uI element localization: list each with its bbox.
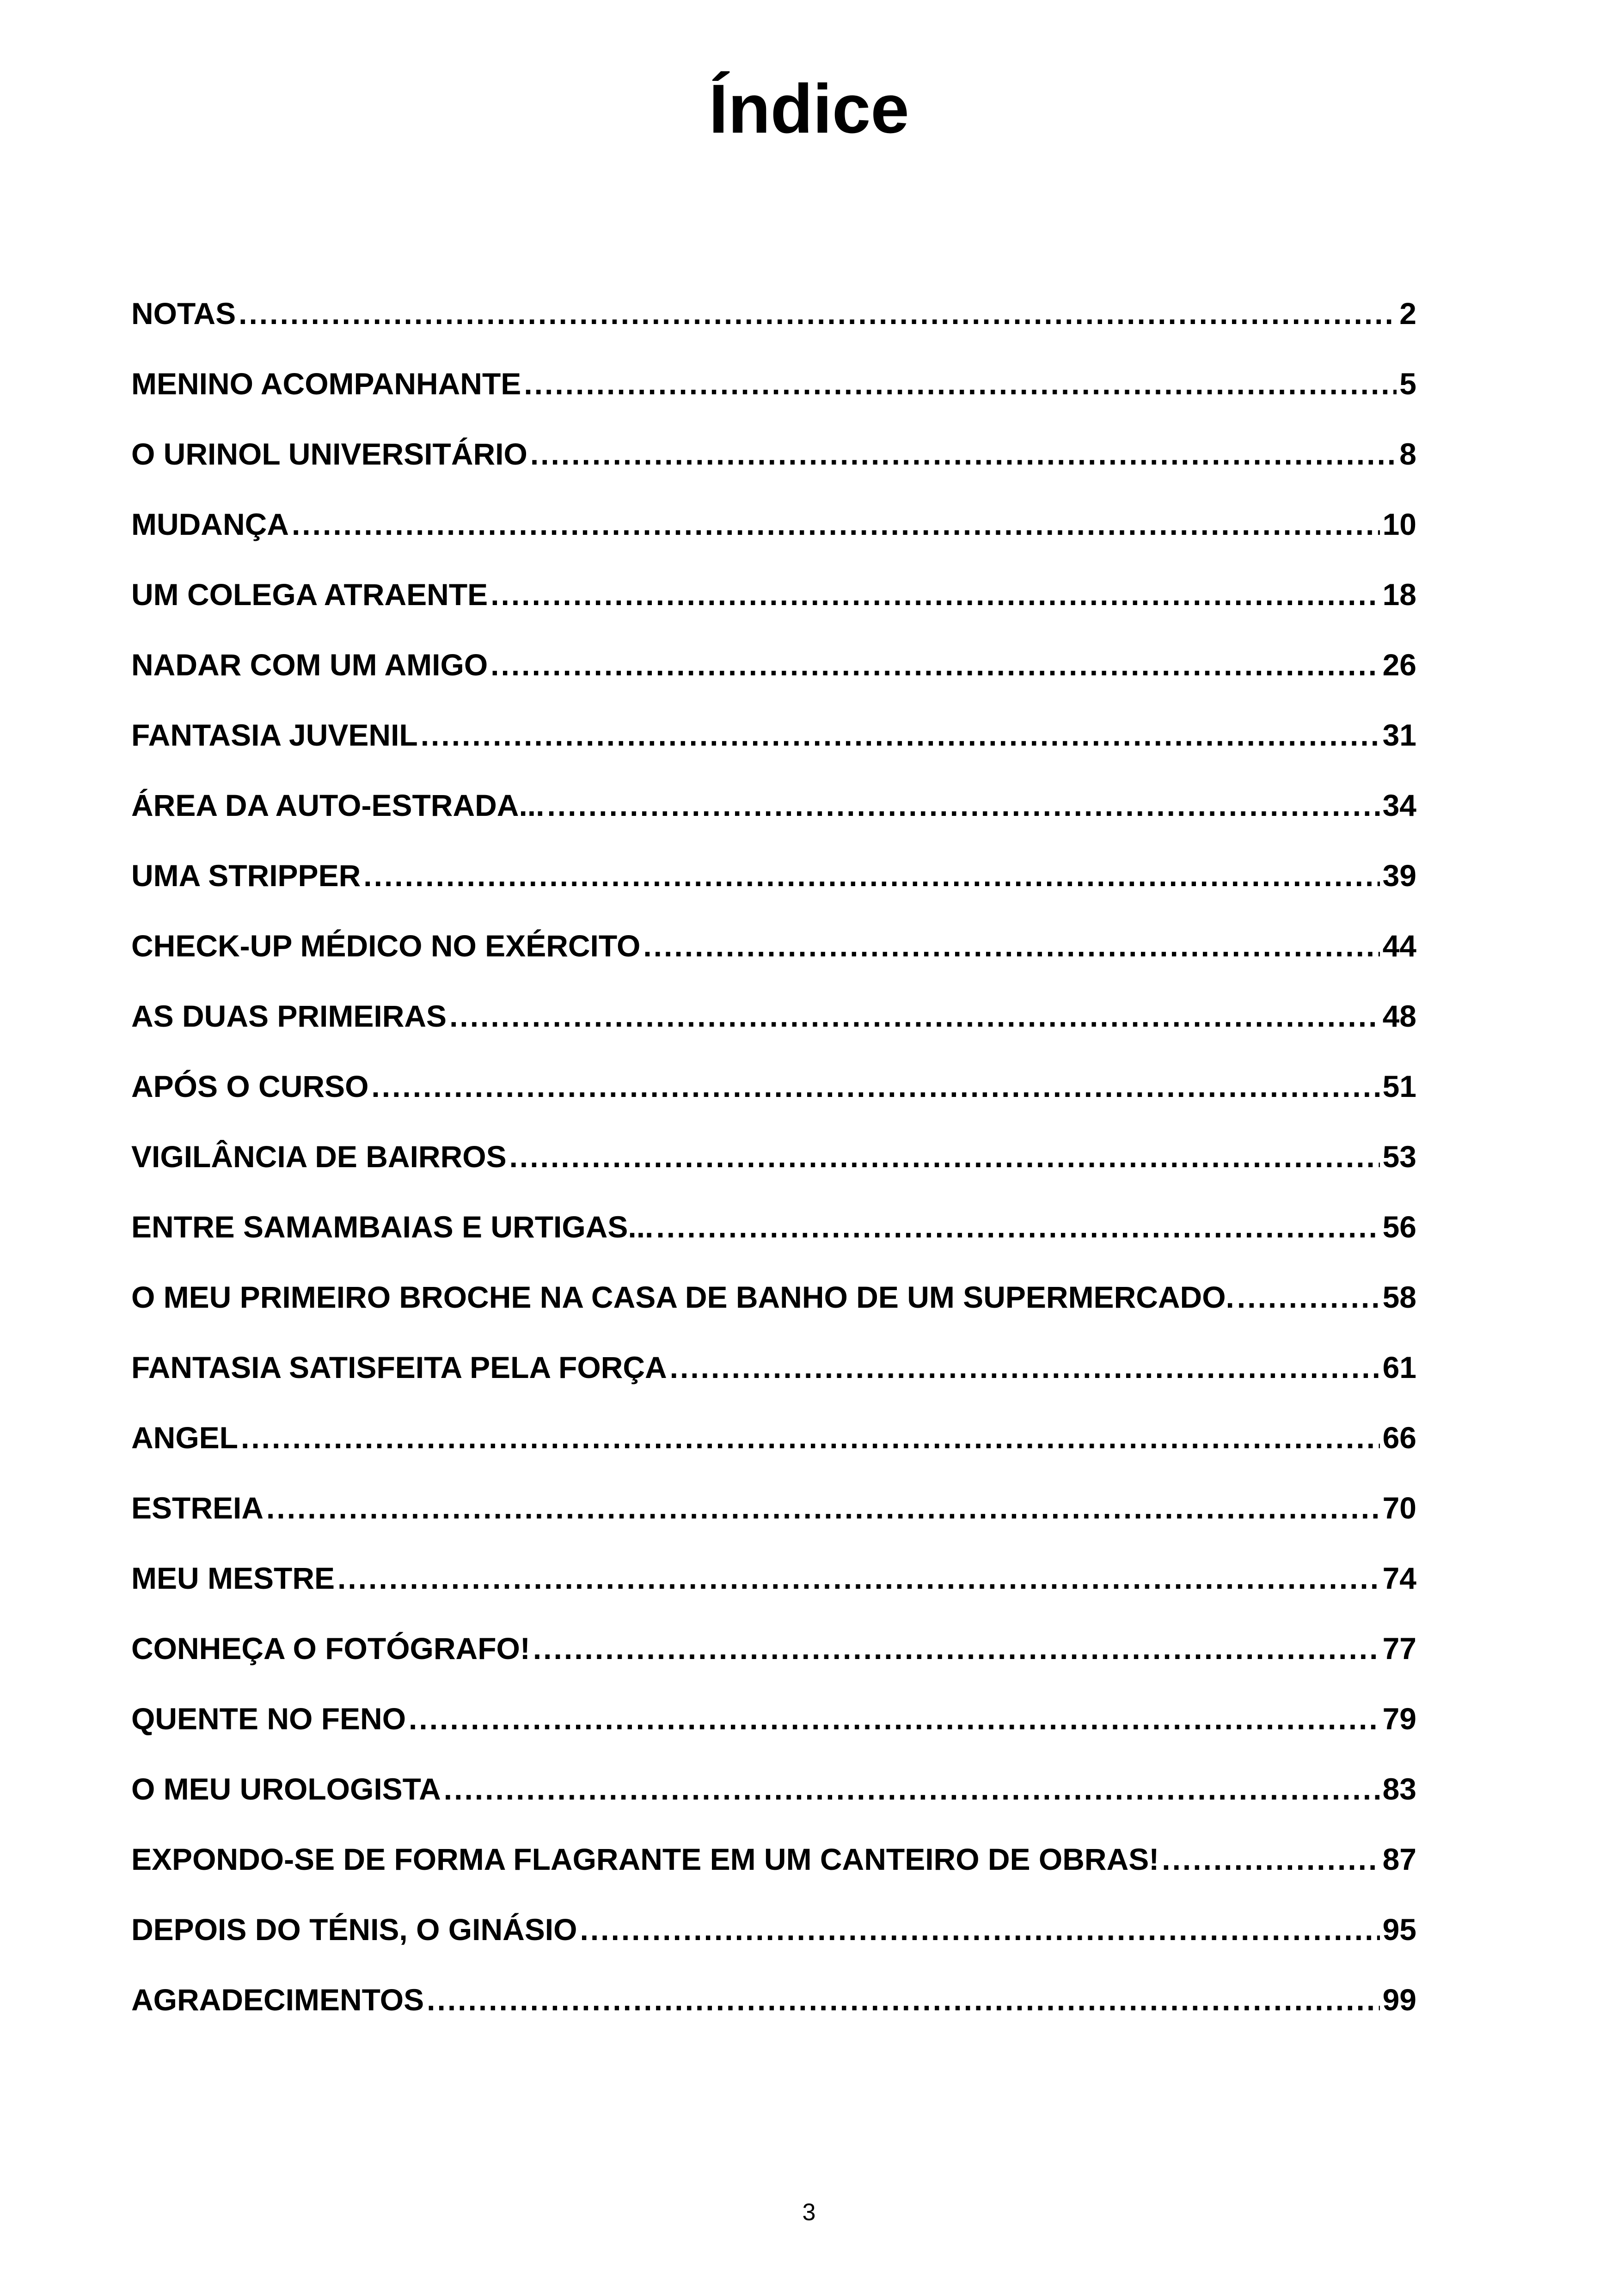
toc-entry-page: 51: [1382, 1069, 1416, 1103]
toc-entry-title: QUENTE NO FENO: [131, 1702, 406, 1736]
toc-entry[interactable]: [131, 1420, 1416, 1490]
toc-entry-page: 83: [1382, 1772, 1416, 1806]
dot-leader: [337, 1561, 1380, 1596]
toc-entry-page: 95: [1382, 1912, 1416, 1947]
toc-entry-page: 56: [1382, 1210, 1416, 1244]
dot-leader: [530, 436, 1397, 471]
dot-leader: [643, 928, 1379, 963]
toc-entry-page: 53: [1382, 1139, 1416, 1174]
toc-entry[interactable]: [131, 1982, 1416, 2052]
toc-entry[interactable]: [131, 1139, 1416, 1209]
toc-entry-title: ANGEL: [131, 1420, 238, 1455]
toc-entry-page: 74: [1382, 1561, 1416, 1595]
toc-entry-title: MEU MESTRE: [131, 1561, 335, 1595]
dot-leader: [490, 647, 1379, 682]
toc-entry-title: DEPOIS DO TÉNIS, O GINÁSIO: [131, 1912, 577, 1947]
dot-leader: [490, 577, 1379, 612]
table-of-contents: [131, 296, 1416, 2052]
toc-entry[interactable]: [131, 1631, 1416, 1701]
toc-entry[interactable]: [131, 436, 1416, 507]
toc-entry-title: FANTASIA JUVENIL: [131, 718, 418, 752]
toc-entry-page: 18: [1382, 577, 1416, 612]
dot-leader: [547, 788, 1379, 823]
page-number: 3: [802, 2199, 816, 2226]
dot-leader: [509, 1139, 1380, 1174]
dot-leader: [1162, 1842, 1379, 1877]
toc-entry-page: 39: [1382, 858, 1416, 893]
dot-leader: [656, 1209, 1379, 1244]
toc-entry-page: 70: [1382, 1491, 1416, 1525]
toc-entry-page: 2: [1399, 296, 1416, 331]
dot-leader: [371, 1069, 1379, 1104]
dot-leader: [421, 717, 1380, 753]
dot-leader: [427, 1982, 1379, 2017]
dot-leader: [524, 366, 1397, 401]
dot-leader: [292, 507, 1380, 542]
toc-entry-page: 48: [1382, 999, 1416, 1033]
toc-entry-title: CHECK-UP MÉDICO NO EXÉRCITO: [131, 929, 641, 963]
toc-entry-page: 61: [1382, 1350, 1416, 1384]
toc-entry[interactable]: [131, 1209, 1416, 1280]
toc-entry[interactable]: [131, 1842, 1416, 1912]
toc-entry[interactable]: [131, 717, 1416, 788]
toc-entry-title: MUDANÇA: [131, 507, 289, 541]
toc-entry-page: 10: [1382, 507, 1416, 541]
toc-entry-page: 44: [1382, 929, 1416, 963]
toc-entry-page: 26: [1382, 648, 1416, 682]
toc-entry-title: FANTASIA SATISFEITA PELA FORÇA: [131, 1350, 667, 1384]
toc-entry-title: ÁREA DA AUTO-ESTRADA...: [131, 788, 545, 822]
dot-leader: [444, 1771, 1380, 1806]
toc-entry-title: AS DUAS PRIMEIRAS: [131, 999, 447, 1033]
toc-entry-title: O URINOL UNIVERSITÁRIO: [131, 437, 527, 471]
toc-entry[interactable]: [131, 1771, 1416, 1842]
toc-entry[interactable]: [131, 507, 1416, 577]
toc-entry-page: 87: [1382, 1842, 1416, 1876]
toc-entry-title: MENINO ACOMPANHANTE: [131, 367, 521, 401]
toc-entry-title: EXPONDO-SE DE FORMA FLAGRANTE EM UM CANTEIRO DE OBRAS!: [131, 1842, 1159, 1876]
dot-leader: [449, 998, 1380, 1034]
toc-entry[interactable]: [131, 858, 1416, 928]
toc-entry[interactable]: [131, 998, 1416, 1069]
toc-entry-title: O MEU UROLOGISTA: [131, 1772, 441, 1806]
toc-entry[interactable]: [131, 928, 1416, 998]
toc-entry[interactable]: [131, 1490, 1416, 1561]
toc-entry[interactable]: [131, 1561, 1416, 1631]
dot-leader: [1237, 1280, 1380, 1315]
toc-entry-page: 66: [1382, 1420, 1416, 1455]
toc-entry-title: NOTAS: [131, 296, 236, 331]
dot-leader: [409, 1701, 1380, 1736]
toc-entry-title: UM COLEGA ATRAENTE: [131, 577, 488, 612]
dot-leader: [239, 296, 1397, 331]
dot-leader: [580, 1912, 1379, 1947]
toc-entry[interactable]: [131, 1069, 1416, 1139]
toc-entry-title: AGRADECIMENTOS: [131, 1983, 424, 2017]
dot-leader: [241, 1420, 1380, 1455]
dot-leader: [670, 1350, 1380, 1385]
toc-entry-title: UMA STRIPPER: [131, 858, 361, 893]
toc-entry-page: 8: [1399, 437, 1416, 471]
toc-entry-title: NADAR COM UM AMIGO: [131, 648, 488, 682]
toc-entry[interactable]: [131, 1350, 1416, 1420]
toc-entry-title: CONHEÇA O FOTÓGRAFO!: [131, 1631, 530, 1665]
toc-entry[interactable]: [131, 1280, 1416, 1350]
toc-entry-title: VIGILÂNCIA DE BAIRROS: [131, 1139, 507, 1174]
toc-entry-page: 79: [1382, 1702, 1416, 1736]
dot-leader: [533, 1631, 1380, 1666]
dot-leader: [363, 858, 1379, 893]
page-title: Índice: [709, 70, 909, 147]
toc-entry-page: 58: [1382, 1280, 1416, 1314]
toc-entry[interactable]: [131, 1701, 1416, 1771]
toc-entry[interactable]: [131, 647, 1416, 717]
toc-entry-title: ENTRE SAMAMBAIAS E URTIGAS...: [131, 1210, 654, 1244]
toc-entry-title: ESTREIA: [131, 1491, 264, 1525]
toc-entry[interactable]: [131, 366, 1416, 436]
toc-entry-page: 34: [1382, 788, 1416, 822]
toc-entry[interactable]: [131, 1912, 1416, 1982]
toc-entry-page: 5: [1399, 367, 1416, 401]
toc-entry-page: 99: [1382, 1983, 1416, 2017]
toc-entry[interactable]: [131, 788, 1416, 858]
toc-entry-title: APÓS O CURSO: [131, 1069, 369, 1103]
toc-entry-page: 77: [1382, 1631, 1416, 1665]
toc-entry[interactable]: [131, 577, 1416, 647]
toc-entry-page: 31: [1382, 718, 1416, 752]
dot-leader: [266, 1490, 1380, 1525]
toc-entry-title: O MEU PRIMEIRO BROCHE NA CASA DE BANHO DE UM SUPERMERCADO.: [131, 1280, 1234, 1314]
toc-entry[interactable]: [131, 296, 1416, 366]
